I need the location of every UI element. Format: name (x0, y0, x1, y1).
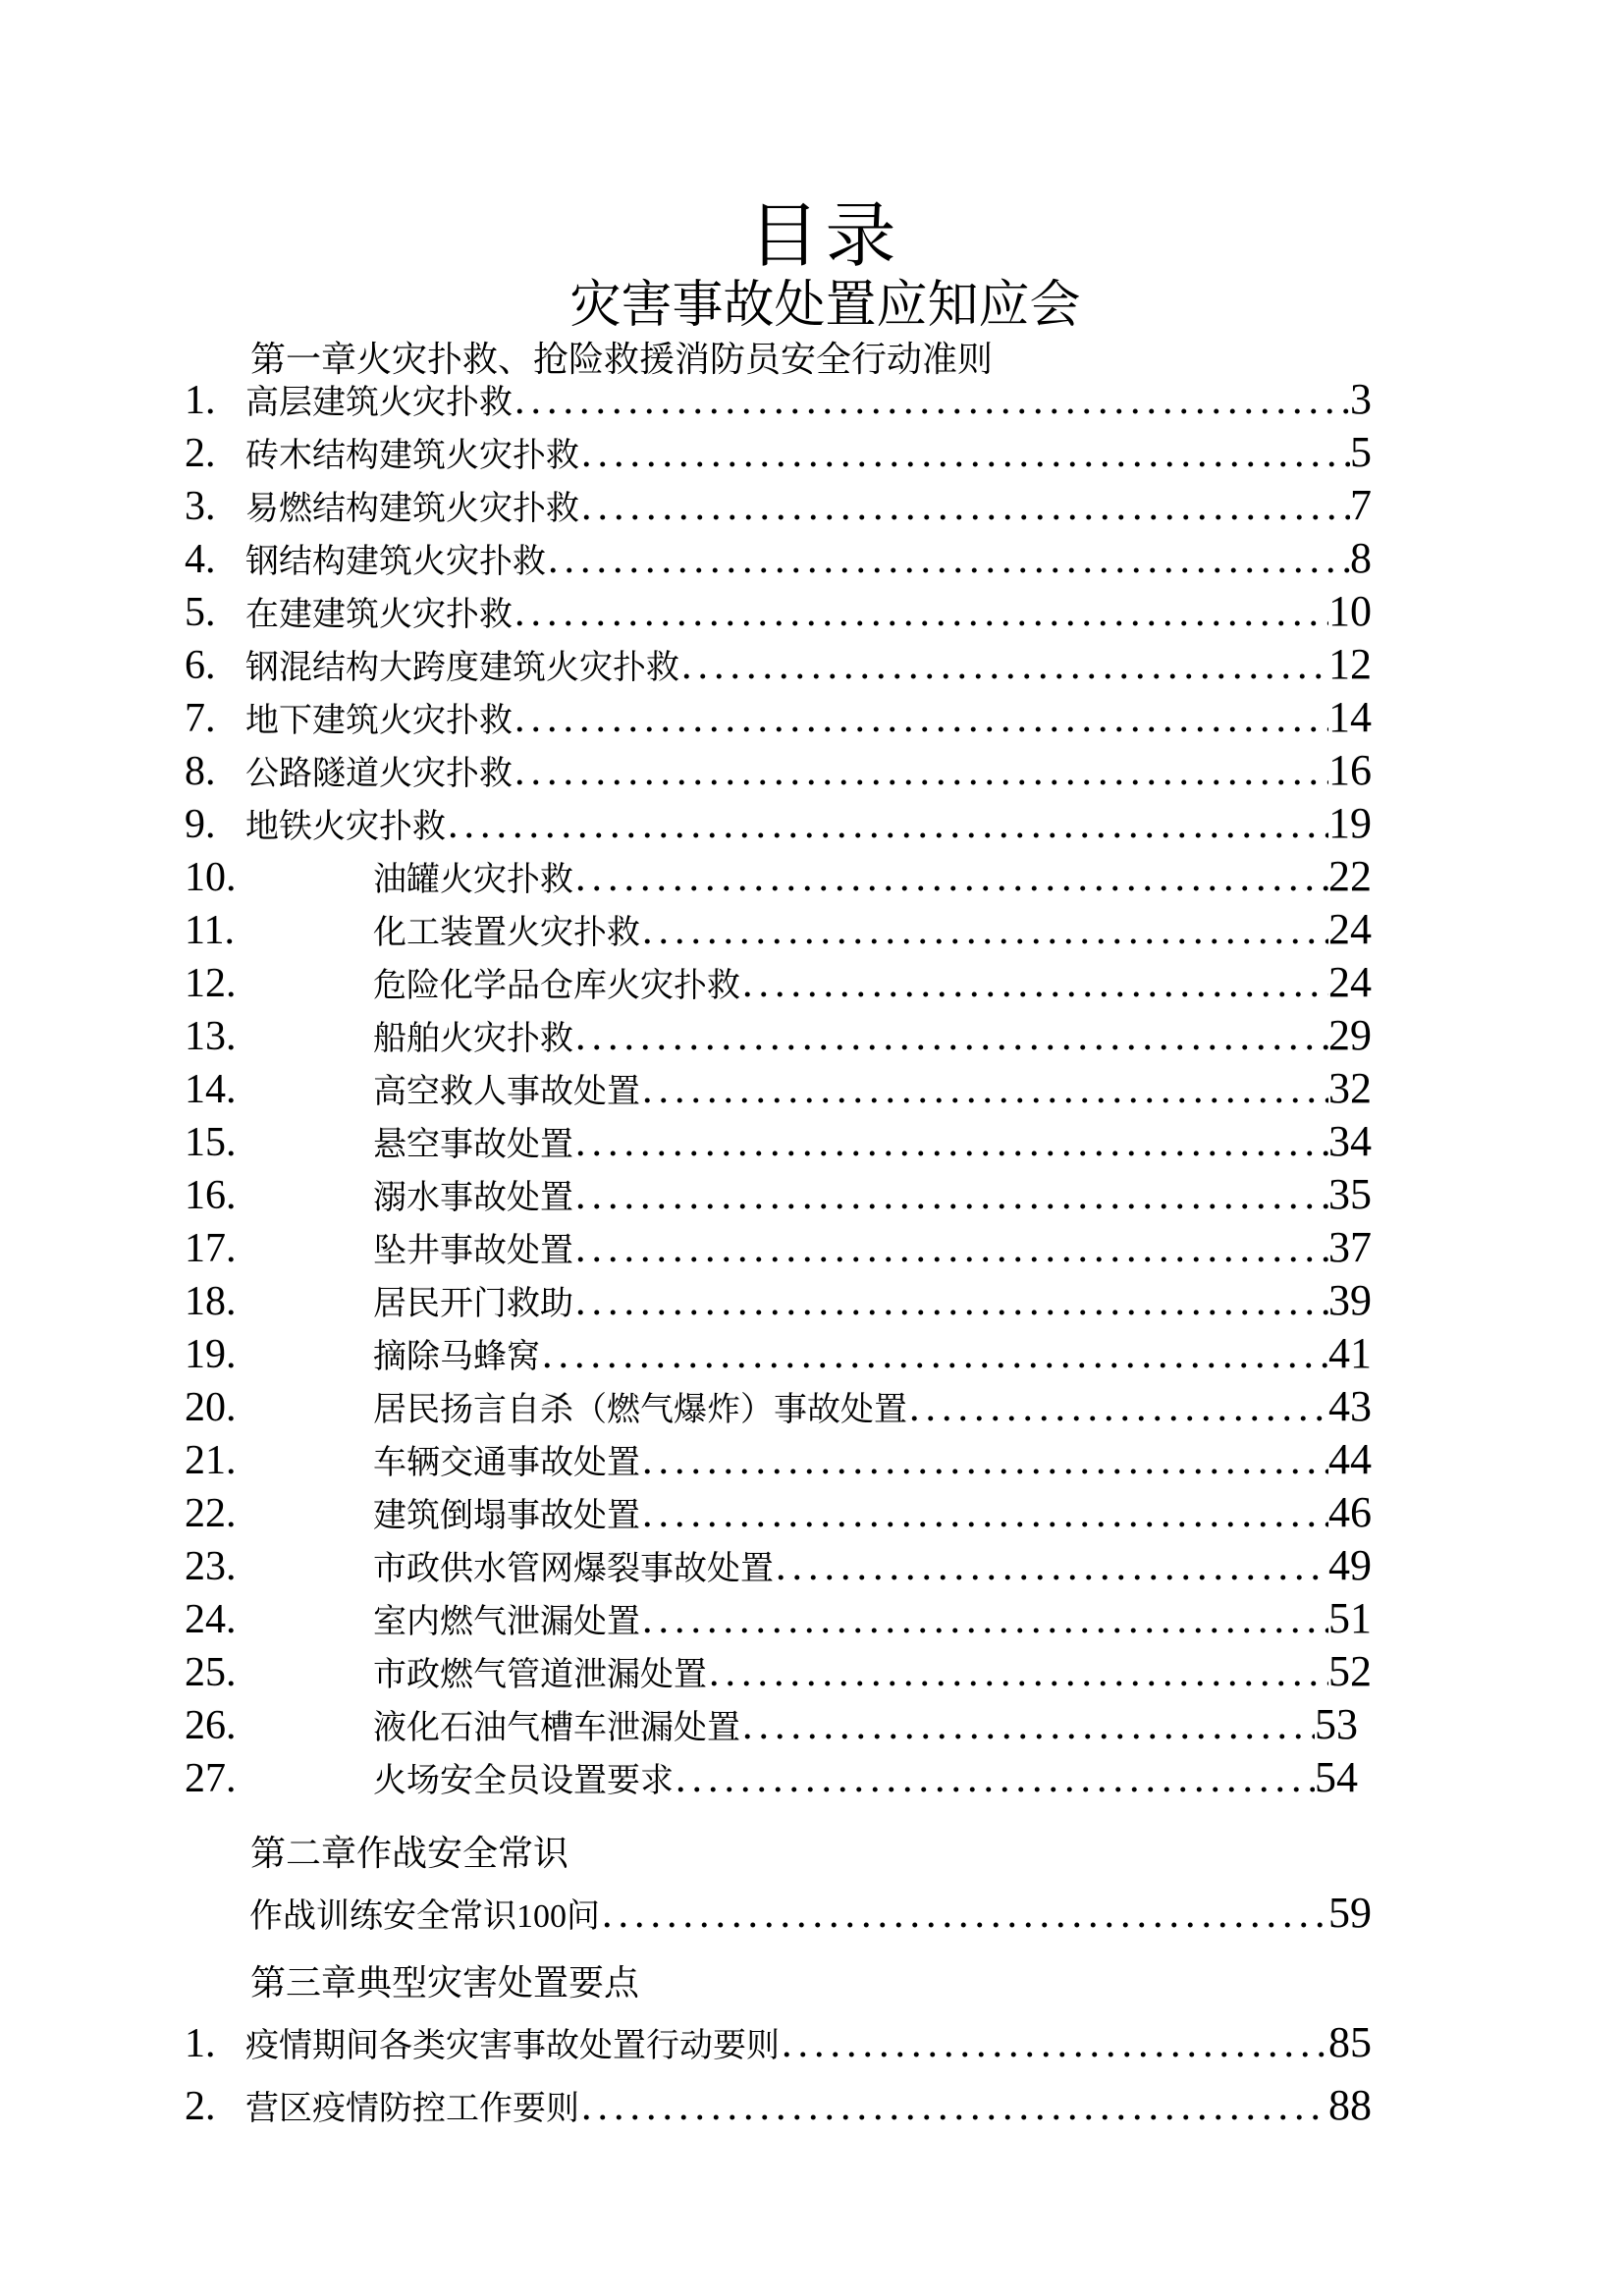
entry-number: 1. (185, 2021, 216, 2066)
entry-number: 5. (185, 590, 216, 635)
entry-label: 居民扬言自杀（燃气爆炸）事故处置 (373, 1392, 907, 1428)
entry-page-number: 51 (1328, 1597, 1372, 1642)
page-title: 目录 (748, 197, 902, 276)
dot-leader (740, 1705, 1315, 1746)
section-entries (185, 378, 1372, 1809)
entry-page-number: 88 (1328, 2084, 1372, 2129)
entry-number: 2. (185, 2084, 216, 2129)
entry-label: 疫情期间各类灾害事故处置行动要则 (245, 2028, 780, 2064)
entry-label: 摘除马蜂窝 (373, 1339, 540, 1375)
toc-entry[interactable] (185, 1597, 1372, 1650)
entry-page-number: 24 (1328, 961, 1372, 1006)
toc-entry[interactable] (185, 908, 1372, 961)
dot-leader (640, 1069, 1328, 1110)
entry-number: 23. (185, 1544, 237, 1589)
entry-page-number: 44 (1328, 1438, 1372, 1483)
toc-entry[interactable] (185, 1385, 1372, 1438)
toc-entry[interactable] (185, 1892, 1372, 1954)
toc-entry[interactable] (185, 431, 1372, 484)
toc-entry[interactable] (185, 1544, 1372, 1597)
entry-label: 溺水事故处置 (373, 1180, 573, 1216)
toc-entry[interactable] (185, 1332, 1372, 1385)
entry-page-number: 19 (1328, 802, 1372, 847)
entry-number: 17. (185, 1226, 237, 1271)
entry-page-number: 35 (1328, 1173, 1372, 1218)
entry-page-number: 3 (1350, 378, 1372, 423)
entry-number: 12. (185, 961, 237, 1006)
toc-content (185, 341, 1372, 2147)
entry-page-number: 10 (1328, 590, 1372, 635)
entry-label: 高层建筑火灾扑救 (245, 385, 513, 421)
toc-entry[interactable] (185, 1014, 1372, 1067)
entry-number: 22. (185, 1491, 237, 1536)
section-entries (185, 1892, 1372, 1954)
entry-number: 7. (185, 696, 216, 741)
toc-entry[interactable] (185, 484, 1372, 537)
entry-label: 火场安全员设置要求 (373, 1763, 674, 1799)
toc-entry[interactable] (185, 1173, 1372, 1226)
entry-label: 船舶火灾扑救 (373, 1021, 573, 1057)
dot-leader (513, 751, 1328, 792)
entry-page-number: 41 (1328, 1332, 1372, 1377)
toc-entry[interactable] (185, 696, 1372, 749)
entry-label: 高空救人事故处置 (373, 1074, 640, 1110)
toc-entry[interactable] (185, 643, 1372, 696)
entry-label: 市政供水管网爆裂事故处置 (373, 1551, 774, 1587)
entry-number: 18. (185, 1279, 237, 1324)
section-heading: 第三章典型灾害处置要点 (250, 1963, 640, 2002)
entry-label: 液化石油气槽车泄漏处置 (373, 1710, 740, 1746)
entry-page-number: 24 (1328, 908, 1372, 953)
toc-entry[interactable] (185, 1703, 1372, 1756)
entry-page-number: 52 (1328, 1650, 1372, 1695)
entry-number: 27. (185, 1756, 237, 1801)
entry-number: 2. (185, 431, 216, 476)
entry-number: 25. (185, 1650, 237, 1695)
entry-label: 坠井事故处置 (373, 1233, 573, 1269)
entry-page-number: 5 (1350, 431, 1372, 476)
dot-leader (780, 2023, 1328, 2064)
entry-label: 危险化学品仓库火灾扑救 (373, 968, 740, 1004)
entry-page-number: 14 (1328, 696, 1372, 741)
entry-number: 26. (185, 1703, 237, 1748)
entry-page-number: 49 (1328, 1544, 1372, 1589)
toc-entry[interactable] (185, 1067, 1372, 1120)
entry-number: 13. (185, 1014, 237, 1059)
entry-number: 14. (185, 1067, 237, 1112)
toc-entry[interactable] (185, 1279, 1372, 1332)
entry-page-number: 54 (1315, 1756, 1358, 1801)
dot-leader (674, 1758, 1315, 1799)
entry-number: 10. (185, 855, 237, 900)
dot-leader (579, 433, 1350, 474)
entry-number: 3. (185, 484, 216, 529)
entry-number: 19. (185, 1332, 237, 1377)
toc-entry[interactable] (185, 2021, 1372, 2084)
entry-number: 16. (185, 1173, 237, 1218)
dot-leader (513, 592, 1328, 633)
entry-label: 地下建筑火灾扑救 (245, 703, 513, 739)
entry-number: 24. (185, 1597, 237, 1642)
dot-leader (513, 698, 1328, 739)
entry-label: 钢结构建筑火灾扑救 (245, 544, 546, 580)
entry-page-number: 12 (1328, 643, 1372, 688)
entry-label: 居民开门救助 (373, 1286, 573, 1322)
toc-entry[interactable] (185, 802, 1372, 855)
entry-page-number: 53 (1315, 1703, 1358, 1748)
toc-entry[interactable] (185, 590, 1372, 643)
entry-label: 易燃结构建筑火灾扑救 (245, 491, 579, 527)
entry-page-number: 32 (1328, 1067, 1372, 1112)
dot-leader (446, 804, 1328, 845)
toc-entry[interactable] (185, 1650, 1372, 1703)
entry-label: 建筑倒塌事故处置 (373, 1498, 640, 1534)
toc-entry[interactable] (185, 2084, 1372, 2147)
entry-number: 6. (185, 643, 216, 688)
dot-leader (573, 1122, 1328, 1163)
dot-leader (907, 1387, 1328, 1428)
dot-leader (573, 1228, 1328, 1269)
dot-leader (740, 963, 1328, 1004)
dot-leader (546, 539, 1350, 580)
entry-label: 地铁火灾扑救 (245, 809, 446, 845)
dot-leader (640, 1440, 1328, 1481)
entry-page-number: 39 (1328, 1279, 1372, 1324)
entry-number: 8. (185, 749, 216, 794)
toc-section (185, 1835, 1372, 1954)
dot-leader (640, 1599, 1328, 1640)
entry-label: 砖木结构建筑火灾扑救 (245, 438, 579, 474)
toc-entry[interactable] (185, 1491, 1372, 1544)
entry-label: 市政燃气管道泄漏处置 (373, 1657, 707, 1693)
toc-entry[interactable] (185, 1438, 1372, 1491)
entry-label: 油罐火灾扑救 (373, 862, 573, 898)
toc-entry[interactable] (185, 378, 1372, 431)
toc-entry[interactable] (185, 1120, 1372, 1173)
entry-page-number: 85 (1328, 2021, 1372, 2066)
entry-number: 20. (185, 1385, 237, 1430)
entry-page-number: 59 (1328, 1892, 1372, 1937)
toc-entry[interactable] (185, 961, 1372, 1014)
entry-number: 11. (185, 908, 235, 953)
page-subtitle: 灾害事故处置应知应会 (569, 278, 1081, 334)
entry-label: 车辆交通事故处置 (373, 1445, 640, 1481)
entry-page-number: 29 (1328, 1014, 1372, 1059)
entry-page-number: 8 (1350, 537, 1372, 582)
section-entries (185, 2021, 1372, 2147)
entry-label: 悬空事故处置 (373, 1127, 573, 1163)
entry-page-number: 43 (1328, 1385, 1372, 1430)
dot-leader (707, 1652, 1328, 1693)
entry-label: 公路隧道火灾扑救 (245, 756, 513, 792)
dot-leader (679, 645, 1328, 686)
dot-leader (600, 1894, 1328, 1935)
dot-leader (573, 1281, 1328, 1322)
toc-entry[interactable] (185, 855, 1372, 908)
dot-leader (774, 1546, 1328, 1587)
entry-number: 21. (185, 1438, 237, 1483)
entry-label: 室内燃气泄漏处置 (373, 1604, 640, 1640)
entry-label: 钢混结构大跨度建筑火灾扑救 (245, 650, 679, 686)
entry-number: 4. (185, 537, 216, 582)
section-heading: 第二章作战安全常识 (250, 1834, 569, 1873)
dot-leader (640, 1493, 1328, 1534)
toc-section (185, 1964, 1372, 2147)
entry-label: 在建建筑火灾扑救 (245, 597, 513, 633)
dot-leader (573, 1016, 1328, 1057)
entry-number: 1. (185, 378, 216, 423)
dot-leader (573, 1175, 1328, 1216)
dot-leader (640, 910, 1328, 951)
dot-leader (513, 380, 1350, 421)
entry-page-number: 34 (1328, 1120, 1372, 1165)
entry-label: 作战训练安全常识100问 (249, 1898, 600, 1935)
dot-leader (579, 486, 1350, 527)
entry-page-number: 46 (1328, 1491, 1372, 1536)
toc-entry[interactable] (185, 1756, 1372, 1809)
dot-leader (579, 2086, 1328, 2127)
entry-number: 15. (185, 1120, 237, 1165)
entry-label: 营区疫情防控工作要则 (245, 2091, 579, 2127)
entry-page-number: 37 (1328, 1226, 1372, 1271)
section-heading: 第一章火灾扑救、抢险救援消防员安全行动准则 (250, 340, 994, 379)
toc-entry[interactable] (185, 1226, 1372, 1279)
dot-leader (540, 1334, 1328, 1375)
entry-number: 9. (185, 802, 216, 847)
toc-entry[interactable] (185, 537, 1372, 590)
toc-section (185, 341, 1372, 1809)
entry-page-number: 22 (1328, 855, 1372, 900)
entry-page-number: 16 (1328, 749, 1372, 794)
dot-leader (573, 857, 1328, 898)
entry-page-number: 7 (1350, 484, 1372, 529)
entry-label: 化工装置火灾扑救 (373, 915, 640, 951)
toc-entry[interactable] (185, 749, 1372, 802)
